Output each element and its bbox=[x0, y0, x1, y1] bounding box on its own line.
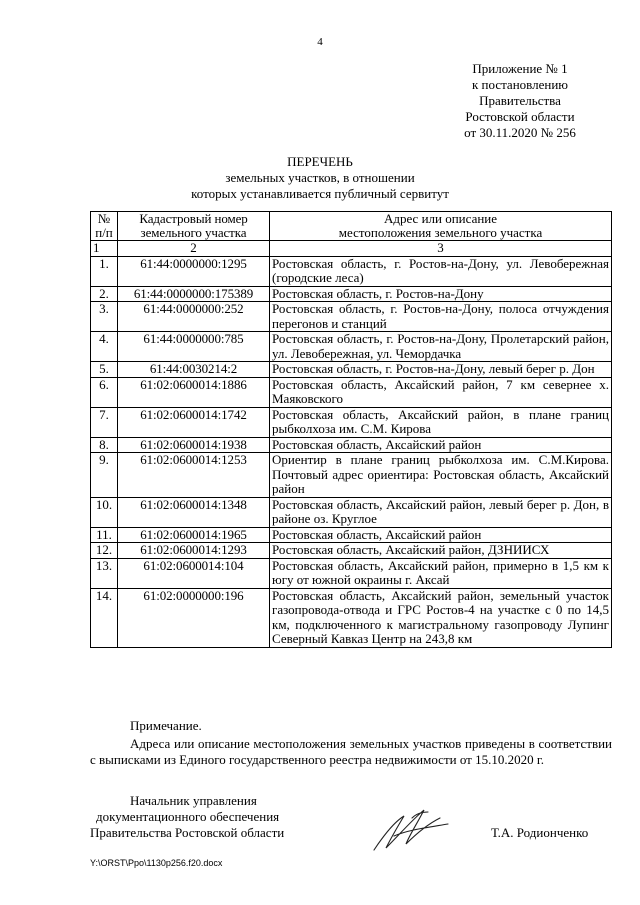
appendix-line: Ростовской области bbox=[465, 109, 575, 124]
numbering-cell: 3 bbox=[270, 241, 612, 257]
address: Ростовская область, г. Ростов-на-Дону, ул. Левобережная (городские леса) bbox=[270, 256, 612, 286]
file-path: Y:\ORST\Ppo\1130p256.f20.docx bbox=[90, 858, 223, 868]
row-number: 5. bbox=[91, 362, 118, 378]
address: Ростовская область, г. Ростов-на-Дону, полоса отчуждения перегонов и станций bbox=[270, 302, 612, 332]
address: Ростовская область, Аксайский район, в плане границ рыбколхоза им. С.М. Кирова bbox=[270, 407, 612, 437]
position-line: Начальник управления bbox=[130, 793, 257, 808]
cadastral-number: 61:02:0600014:104 bbox=[118, 558, 270, 588]
table-row bbox=[91, 558, 612, 588]
cadastral-number: 61:02:0600014:1742 bbox=[118, 407, 270, 437]
cadastral-number: 61:02:0600014:1886 bbox=[118, 377, 270, 407]
row-number: 12. bbox=[91, 543, 118, 559]
address: Ростовская область, Аксайский район, ДЗНИИСХ bbox=[270, 543, 612, 559]
appendix-line: Приложение № 1 bbox=[472, 61, 568, 76]
title-line: которых устанавливается публичный сервитут bbox=[191, 186, 449, 201]
table-row bbox=[91, 453, 612, 498]
cadastral-number: 61:02:0600014:1293 bbox=[118, 543, 270, 559]
notes-section bbox=[90, 718, 612, 768]
table-row bbox=[91, 377, 612, 407]
table-row bbox=[91, 407, 612, 437]
handwritten-signature bbox=[368, 800, 454, 860]
numbering-cell: 2 bbox=[118, 241, 270, 257]
cadastral-number: 61:02:0000000:196 bbox=[118, 588, 270, 647]
row-number: 14. bbox=[91, 588, 118, 647]
appendix-reference bbox=[420, 61, 620, 141]
address: Ростовская область, Аксайский район, примерно в 1,5 км к югу от южной окраины г. Аксай bbox=[270, 558, 612, 588]
row-number: 8. bbox=[91, 437, 118, 453]
appendix-line: к постановлению bbox=[471, 77, 569, 92]
land-plots-table bbox=[90, 211, 612, 648]
appendix-line: от 30.11.2020 № 256 bbox=[464, 125, 576, 140]
address: Ростовская область, Аксайский район, левый берег р. Дон, в районе оз. Круглое bbox=[270, 497, 612, 527]
table-row bbox=[91, 302, 612, 332]
header-cadastral: Кадастровый номер земельного участка bbox=[118, 212, 270, 241]
address: Ростовская область, г. Ростов-на-Дону, Пролетарский район, ул. Левобережная, ул. Чемордачка bbox=[270, 332, 612, 362]
signatory-position bbox=[90, 793, 284, 841]
row-number: 10. bbox=[91, 497, 118, 527]
address: Ростовская область, г. Ростов-на-Дону bbox=[270, 286, 612, 302]
row-number: 6. bbox=[91, 377, 118, 407]
cadastral-number: 61:44:0000000:785 bbox=[118, 332, 270, 362]
appendix-line: Правительства bbox=[479, 93, 561, 108]
position-line: Правительства Ростовской области bbox=[90, 825, 285, 840]
row-number: 4. bbox=[91, 332, 118, 362]
title-heading: ПЕРЕЧЕНЬ bbox=[287, 154, 353, 169]
table-row bbox=[91, 362, 612, 378]
cadastral-number: 61:02:0600014:1938 bbox=[118, 437, 270, 453]
address: Ростовская область, Аксайский район bbox=[270, 437, 612, 453]
row-number: 11. bbox=[91, 527, 118, 543]
row-number: 2. bbox=[91, 286, 118, 302]
row-number: 9. bbox=[91, 453, 118, 498]
header-number: № п/п bbox=[91, 212, 118, 241]
cadastral-number: 61:44:0000000:252 bbox=[118, 302, 270, 332]
cadastral-number: 61:44:0000000:1295 bbox=[118, 256, 270, 286]
cadastral-number: 61:44:0030214:2 bbox=[118, 362, 270, 378]
table-numbering-row bbox=[91, 241, 612, 257]
cadastral-number: 61:02:0600014:1965 bbox=[118, 527, 270, 543]
document-title bbox=[0, 154, 640, 202]
table-row bbox=[91, 437, 612, 453]
cadastral-number: 61:02:0600014:1253 bbox=[118, 453, 270, 498]
table-row bbox=[91, 497, 612, 527]
address: Ориентир в плане границ рыбколхоза им. С.М.Кирова. Почтовый адрес ориентира: Ростовская область, Аксайский район bbox=[270, 453, 612, 498]
row-number: 7. bbox=[91, 407, 118, 437]
cadastral-number: 61:44:0000000:175389 bbox=[118, 286, 270, 302]
position-line: документационного обеспечения bbox=[96, 809, 280, 824]
table-row bbox=[91, 543, 612, 559]
table-row bbox=[91, 332, 612, 362]
row-number: 13. bbox=[91, 558, 118, 588]
title-line: земельных участков, в отношении bbox=[225, 170, 415, 185]
cadastral-number: 61:02:0600014:1348 bbox=[118, 497, 270, 527]
signatory-name: Т.А. Родионченко bbox=[491, 825, 589, 840]
table-header-row bbox=[91, 212, 612, 241]
table-row bbox=[91, 286, 612, 302]
numbering-cell: 1 bbox=[91, 241, 118, 257]
table-row bbox=[91, 588, 612, 647]
notes-text: Адреса или описание местоположения земельных участков приведены в соответствии с выписками из Единого государственного реестра недвижимости от 15.10.2020 г. bbox=[90, 736, 612, 767]
table-row bbox=[91, 527, 612, 543]
header-address: Адрес или описание местоположения земельного участка bbox=[270, 212, 612, 241]
notes-title: Примечание. bbox=[130, 718, 202, 733]
address: Ростовская область, г. Ростов-на-Дону, левый берег р. Дон bbox=[270, 362, 612, 378]
address: Ростовская область, Аксайский район bbox=[270, 527, 612, 543]
row-number: 3. bbox=[91, 302, 118, 332]
address: Ростовская область, Аксайский район, земельный участок газопровода-отвода и ГРС Ростов-4 на участке с 0 по 14,5 км, подключенного к магистральному газопроводу Лупинг Северный Кавказ Центр на 243,8 км bbox=[270, 588, 612, 647]
table-row bbox=[91, 256, 612, 286]
page-number: 4 bbox=[317, 36, 323, 48]
row-number: 1. bbox=[91, 256, 118, 286]
address: Ростовская область, Аксайский район, 7 км севернее х. Маяковского bbox=[270, 377, 612, 407]
